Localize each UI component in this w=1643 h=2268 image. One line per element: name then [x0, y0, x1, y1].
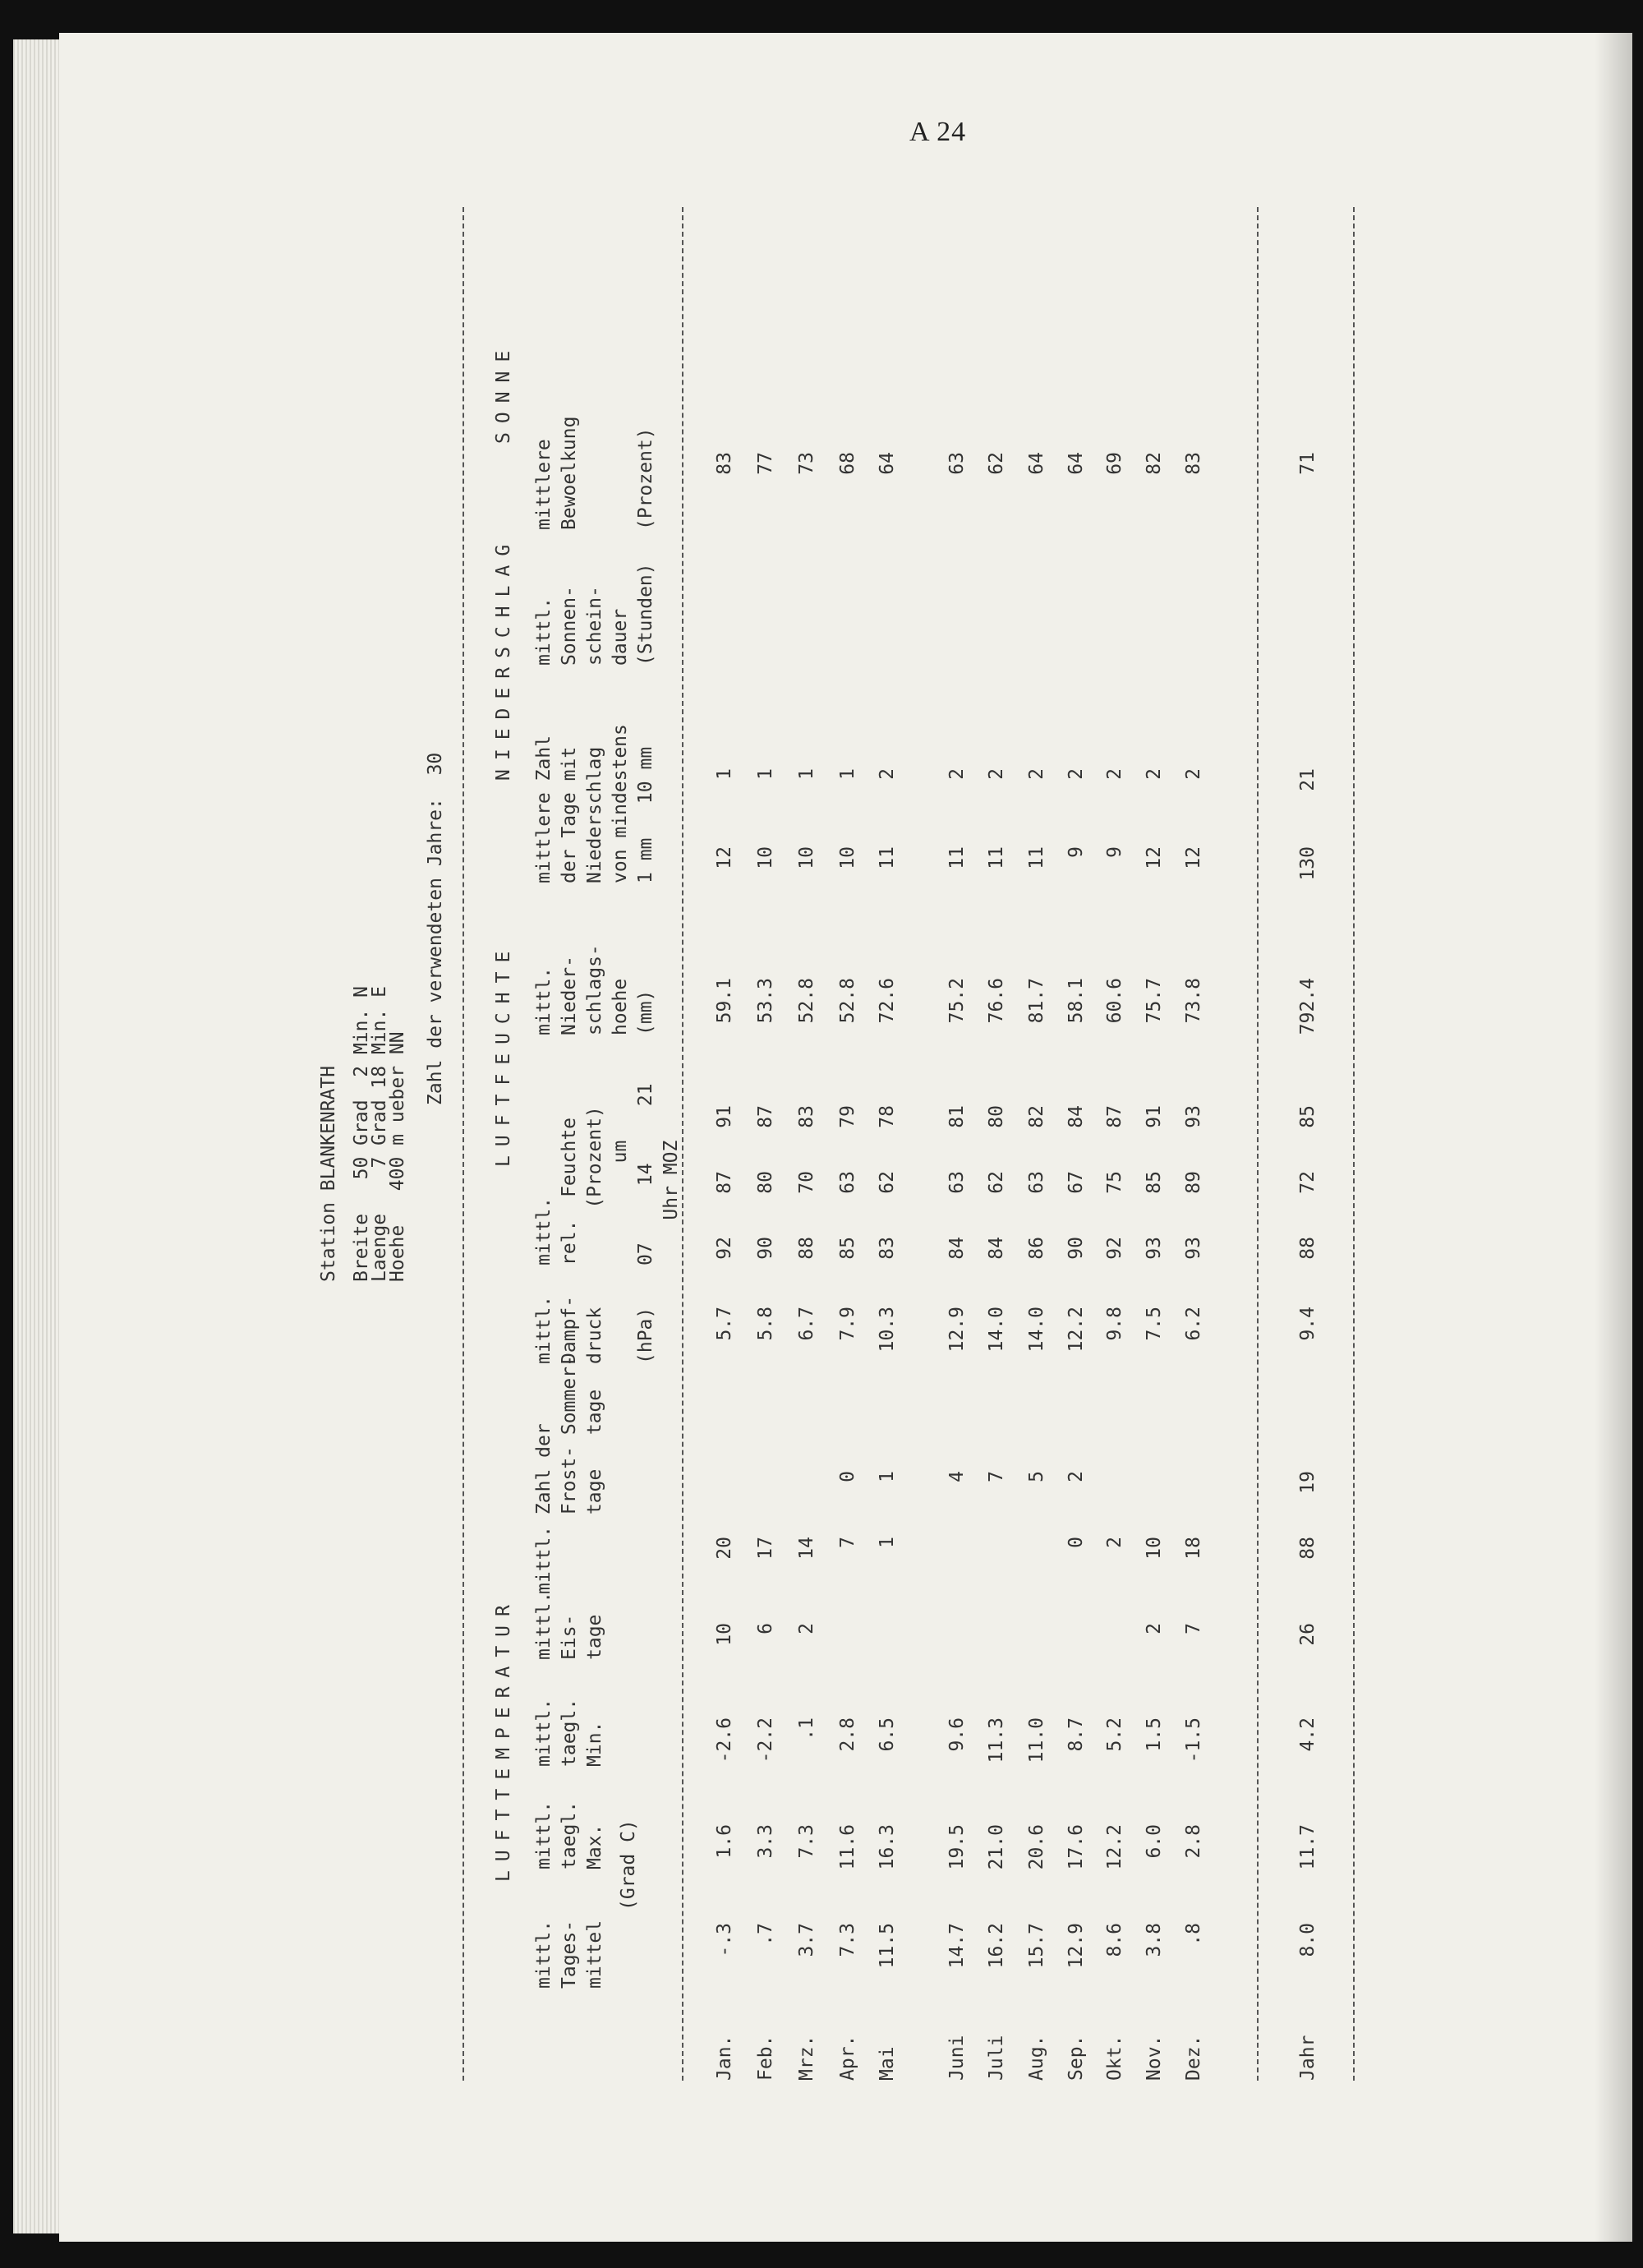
- table-row-9-dam: 9.8: [1104, 1307, 1125, 1341]
- table-row-5-r07: 84: [946, 1237, 968, 1260]
- table-row-4-t1: 11: [877, 846, 898, 869]
- table-row-11-r07: 93: [1183, 1237, 1204, 1260]
- table-row-6-som: 7: [986, 1471, 1007, 1482]
- table-row-10-eis: 2: [1144, 1623, 1165, 1634]
- table-row-4-nie: 72.6: [877, 978, 898, 1024]
- table-row-9-r14: 75: [1104, 1171, 1125, 1194]
- table-row-0-nie: 59.1: [714, 978, 735, 1024]
- header-dampfdruck: mittl. Dampf- druck (hPa): [533, 1295, 656, 1364]
- table-row-8-wol: 64: [1065, 452, 1087, 475]
- table-row-6-r07: 84: [986, 1237, 1007, 1260]
- station-breite: Breite 50 Grad 2 Min. N: [351, 985, 372, 1282]
- table-row-9-nie: 60.6: [1104, 978, 1125, 1024]
- table-row-jahr-max: 11.7: [1297, 1824, 1319, 1870]
- table-row-8-max: 17.6: [1065, 1824, 1087, 1870]
- table-row-11-max: 2.8: [1183, 1824, 1204, 1859]
- table-row-3-t10: 1: [837, 768, 858, 780]
- table-row-11-nie: 73.8: [1183, 978, 1204, 1024]
- table-row-8-nie: 58.1: [1065, 978, 1087, 1024]
- table-row-7-dam: 14.0: [1026, 1307, 1047, 1353]
- table-row-11-fro: 18: [1183, 1537, 1204, 1560]
- table-row-jahr-fro: 88: [1297, 1537, 1319, 1560]
- table-row-jahr-t1: 130: [1297, 846, 1319, 881]
- table-row-4-r07: 83: [877, 1237, 898, 1260]
- header-tagesmittel: mittl. Tages- mittel: [533, 1920, 605, 1989]
- table-row-8-t1: 9: [1065, 846, 1087, 858]
- table-row-1-max: 3.3: [755, 1824, 776, 1859]
- station-laenge: Laenge 7 Grad 18 Min. E: [369, 985, 390, 1282]
- table-row-10-r14: 85: [1144, 1171, 1165, 1194]
- header-grad: (Grad C): [618, 1819, 639, 1911]
- table-row-1-t1: 10: [755, 846, 776, 869]
- table-row-2-t10: 1: [796, 768, 817, 780]
- table-row-10-r07: 93: [1144, 1237, 1165, 1260]
- header-niederschlagstage: mittlere Zahl der Tage mit Niederschlag von mindestens 1 mm 10 mm: [533, 724, 656, 883]
- table-row-jahr-r14: 72: [1297, 1171, 1319, 1194]
- table-row-7-r07: 86: [1026, 1237, 1047, 1260]
- table-row-8-r21: 84: [1065, 1105, 1087, 1128]
- table-row-11-t10: 2: [1183, 768, 1204, 780]
- table-row-4-mit: 11.5: [877, 1923, 898, 1969]
- table-row-0-r14: 87: [714, 1171, 735, 1194]
- table-row-3-r07: 85: [837, 1237, 858, 1260]
- table-row-1-mit: .7: [755, 1923, 776, 1946]
- table-row-7-max: 20.6: [1026, 1824, 1047, 1870]
- table-row-3-fro: 7: [837, 1537, 858, 1548]
- table-row-7-r14: 63: [1026, 1171, 1047, 1194]
- group-lufttemperatur: LUFTTEMPERATUR: [493, 1596, 514, 1882]
- table-row-1-r14: 80: [755, 1171, 776, 1194]
- table-row-8-t10: 2: [1065, 768, 1087, 780]
- header-zahl-der: mittl. Zahl der Frost- Sommer- tage tage: [533, 1355, 605, 1594]
- table-row-5-mit: 14.7: [946, 1923, 968, 1969]
- table-row-8-dam: 12.2: [1065, 1307, 1087, 1353]
- table-row-10-wol: 82: [1144, 452, 1165, 475]
- table-row-jahr-t10: 21: [1297, 768, 1319, 791]
- table-row-2-fro: 14: [796, 1537, 817, 1560]
- table-row-0-r07: 92: [714, 1237, 735, 1260]
- table-row-5-som: 4: [946, 1471, 968, 1482]
- group-niederschlag: NIEDERSCHLAG: [493, 535, 514, 781]
- table-row-2-min: .1: [796, 1717, 817, 1740]
- table-row-1-t10: 1: [755, 768, 776, 780]
- table-row-5-t10: 2: [946, 768, 968, 780]
- table-row-7-wol: 64: [1026, 452, 1047, 475]
- table-row-3-r14: 63: [837, 1171, 858, 1194]
- table-row-11-mit: .8: [1183, 1923, 1204, 1946]
- table-row-6-t1: 11: [986, 846, 1007, 869]
- table-row-6-nie: 76.6: [986, 978, 1007, 1024]
- divider-top: [463, 207, 464, 2081]
- table-row-9-r21: 87: [1104, 1105, 1125, 1128]
- table-row-7-r21: 82: [1026, 1105, 1047, 1128]
- table-row-9-t1: 9: [1104, 846, 1125, 858]
- table-row-6-mit: 16.2: [986, 1923, 1007, 1969]
- table-row-10-m: Nov.: [1144, 2035, 1165, 2081]
- table-row-10-dam: 7.5: [1144, 1307, 1165, 1341]
- table-row-9-max: 12.2: [1104, 1824, 1125, 1870]
- table-row-9-m: Okt.: [1104, 2035, 1125, 2081]
- table-row-0-mit: -.3: [714, 1923, 735, 1957]
- table-row-1-nie: 53.3: [755, 978, 776, 1024]
- table-row-0-fro: 20: [714, 1537, 735, 1560]
- table-row-6-r14: 62: [986, 1171, 1007, 1194]
- table-row-1-m: Feb.: [755, 2035, 776, 2081]
- header-rel-feuchte: mittl. rel. Feuchte (Prozent) um 07 14 21 Uhr MOZ: [533, 1083, 682, 1265]
- table-row-4-wol: 64: [877, 452, 898, 475]
- table-row-9-r07: 92: [1104, 1237, 1125, 1260]
- station-title: Station BLANKENRATH: [318, 1065, 339, 1282]
- table-row-2-r14: 70: [796, 1171, 817, 1194]
- table-row-4-r21: 78: [877, 1105, 898, 1128]
- table-row-1-wol: 77: [755, 452, 776, 475]
- table-row-5-max: 19.5: [946, 1824, 968, 1870]
- table-row-2-m: Mrz.: [796, 2035, 817, 2081]
- table-row-11-dam: 6.2: [1183, 1307, 1204, 1341]
- table-row-4-max: 16.3: [877, 1824, 898, 1870]
- table-row-jahr-eis: 26: [1297, 1623, 1319, 1646]
- table-row-1-fro: 17: [755, 1537, 776, 1560]
- table-row-3-min: 2.8: [837, 1717, 858, 1752]
- table-row-2-t1: 10: [796, 846, 817, 869]
- table-row-6-min: 11.3: [986, 1717, 1007, 1763]
- table-row-1-dam: 5.8: [755, 1307, 776, 1341]
- table-row-4-min: 6.5: [877, 1717, 898, 1752]
- table-row-8-mit: 12.9: [1065, 1923, 1087, 1969]
- table-row-11-wol: 83: [1183, 452, 1204, 475]
- table-row-3-wol: 68: [837, 452, 858, 475]
- table-row-4-dam: 10.3: [877, 1307, 898, 1353]
- table-row-5-dam: 12.9: [946, 1307, 968, 1353]
- table-row-3-max: 11.6: [837, 1824, 858, 1870]
- table-row-4-fro: 1: [877, 1537, 898, 1548]
- table-row-4-t10: 2: [877, 768, 898, 780]
- table-row-8-min: 8.7: [1065, 1717, 1087, 1752]
- table-row-9-min: 5.2: [1104, 1717, 1125, 1752]
- table-row-9-fro: 2: [1104, 1537, 1125, 1548]
- table-row-0-r21: 91: [714, 1105, 735, 1128]
- table-row-8-m: Sep.: [1065, 2035, 1087, 2081]
- table-row-10-fro: 10: [1144, 1537, 1165, 1560]
- table-row-8-som: 2: [1065, 1471, 1087, 1482]
- table-row-2-r21: 83: [796, 1105, 817, 1128]
- table-row-0-m: Jan.: [714, 2035, 735, 2081]
- table-row-6-wol: 62: [986, 452, 1007, 475]
- table-row-2-r07: 88: [796, 1237, 817, 1260]
- divider-bottom: [1257, 207, 1259, 2081]
- page-edge: [13, 39, 62, 2233]
- table-row-10-max: 6.0: [1144, 1824, 1165, 1859]
- table-row-jahr-min: 4.2: [1297, 1717, 1319, 1752]
- table-row-7-som: 5: [1026, 1471, 1047, 1482]
- table-row-7-mit: 15.7: [1026, 1923, 1047, 1969]
- table-row-0-min: -2.6: [714, 1717, 735, 1763]
- table-row-3-dam: 7.9: [837, 1307, 858, 1341]
- table-row-8-r14: 67: [1065, 1171, 1087, 1194]
- climate-table: [316, 164, 1401, 2087]
- table-row-5-r21: 81: [946, 1105, 968, 1128]
- table-row-4-r14: 62: [877, 1171, 898, 1194]
- table-row-1-min: -2.2: [755, 1717, 776, 1763]
- table-row-2-mit: 3.7: [796, 1923, 817, 1957]
- table-row-2-dam: 6.7: [796, 1307, 817, 1341]
- table-row-7-t1: 11: [1026, 846, 1047, 869]
- header-bewoelkung: mittlere Bewoelkung (Prozent): [533, 416, 656, 530]
- table-row-2-nie: 52.8: [796, 978, 817, 1024]
- table-row-5-m: Juni: [946, 2035, 968, 2081]
- table-row-5-t1: 11: [946, 846, 968, 869]
- table-row-jahr-r07: 88: [1297, 1237, 1319, 1260]
- table-row-3-t1: 10: [837, 846, 858, 869]
- table-row-11-eis: 7: [1183, 1623, 1204, 1634]
- divider-end: [1353, 207, 1355, 2081]
- table-row-0-wol: 83: [714, 452, 735, 475]
- table-row-jahr-r21: 85: [1297, 1105, 1319, 1128]
- table-row-5-min: 9.6: [946, 1717, 968, 1752]
- station-hoehe: Hoehe 400 m ueber NN: [387, 1031, 408, 1282]
- table-row-jahr-dam: 9.4: [1297, 1307, 1319, 1341]
- table-row-9-wol: 69: [1104, 452, 1125, 475]
- table-row-5-nie: 75.2: [946, 978, 968, 1024]
- table-row-jahr-wol: 71: [1297, 452, 1319, 475]
- table-row-7-m: Aug.: [1026, 2035, 1047, 2081]
- table-row-10-t1: 12: [1144, 846, 1165, 869]
- table-row-3-nie: 52.8: [837, 978, 858, 1024]
- table-row-0-t1: 12: [714, 846, 735, 869]
- table-row-6-t10: 2: [986, 768, 1007, 780]
- binding-shadow: [1595, 33, 1632, 2242]
- table-row-6-m: Juli: [986, 2035, 1007, 2081]
- table-row-4-som: 1: [877, 1471, 898, 1482]
- table-row-11-r14: 89: [1183, 1171, 1204, 1194]
- table-row-0-dam: 5.7: [714, 1307, 735, 1341]
- table-row-11-r21: 93: [1183, 1105, 1204, 1128]
- table-row-4-m: Mai: [877, 2046, 898, 2081]
- header-min: mittl. taegl. Min.: [533, 1698, 605, 1767]
- table-row-10-mit: 3.8: [1144, 1923, 1165, 1957]
- group-sonne: SONNE: [493, 341, 514, 444]
- table-row-6-r21: 80: [986, 1105, 1007, 1128]
- table-row-1-r07: 90: [755, 1237, 776, 1260]
- table-row-9-t10: 2: [1104, 768, 1125, 780]
- table-row-7-nie: 81.7: [1026, 978, 1047, 1024]
- header-sonnenschein: mittl. Sonnen- schein- dauer (Stunden): [533, 563, 656, 666]
- table-row-8-r07: 90: [1065, 1237, 1087, 1260]
- table-row-3-m: Apr.: [837, 2035, 858, 2081]
- table-row-0-eis: 10: [714, 1623, 735, 1646]
- table-row-5-wol: 63: [946, 452, 968, 475]
- table-row-8-fro: 0: [1065, 1537, 1087, 1548]
- group-luftfeuchte: LUFTFEUCHTE: [493, 942, 514, 1167]
- table-row-10-min: 1.5: [1144, 1717, 1165, 1752]
- table-row-3-som: 0: [837, 1471, 858, 1482]
- table-row-1-eis: 6: [755, 1623, 776, 1634]
- table-row-7-t10: 2: [1026, 768, 1047, 780]
- header-eistage: mittl. Eis- tage: [533, 1591, 605, 1660]
- table-row-jahr-mit: 8.0: [1297, 1923, 1319, 1957]
- table-row-7-min: 11.0: [1026, 1717, 1047, 1763]
- page-number: A 24: [909, 117, 967, 147]
- table-row-0-t10: 1: [714, 768, 735, 780]
- divider-header: [682, 207, 683, 2081]
- table-row-9-mit: 8.6: [1104, 1923, 1125, 1957]
- table-row-6-dam: 14.0: [986, 1307, 1007, 1353]
- table-row-3-r21: 79: [837, 1105, 858, 1128]
- table-row-1-r21: 87: [755, 1105, 776, 1128]
- table-row-6-max: 21.0: [986, 1824, 1007, 1870]
- header-niederschlagshoehe: mittl. Nieder- schlags- hoehe (mm): [533, 944, 656, 1035]
- table-row-2-eis: 2: [796, 1623, 817, 1634]
- table-row-jahr-nie: 792.4: [1297, 978, 1319, 1035]
- table-row-11-m: Dez.: [1183, 2035, 1204, 2081]
- table-row-11-t1: 12: [1183, 846, 1204, 869]
- table-row-11-min: -1.5: [1183, 1717, 1204, 1763]
- table-row-10-r21: 91: [1144, 1105, 1165, 1128]
- table-row-2-wol: 73: [796, 452, 817, 475]
- table-row-10-nie: 75.7: [1144, 978, 1165, 1024]
- table-row-jahr-m: Jahr: [1297, 2035, 1319, 2081]
- table-row-10-t10: 2: [1144, 768, 1165, 780]
- table-row-jahr-som: 19: [1297, 1471, 1319, 1494]
- table-row-5-r14: 63: [946, 1171, 968, 1194]
- table-row-0-max: 1.6: [714, 1824, 735, 1859]
- header-max: mittl. taegl. Max.: [533, 1800, 605, 1869]
- table-row-2-max: 7.3: [796, 1824, 817, 1859]
- station-jahre: Zahl der verwendeten Jahre: 30: [425, 752, 446, 1105]
- table-row-3-mit: 7.3: [837, 1923, 858, 1957]
